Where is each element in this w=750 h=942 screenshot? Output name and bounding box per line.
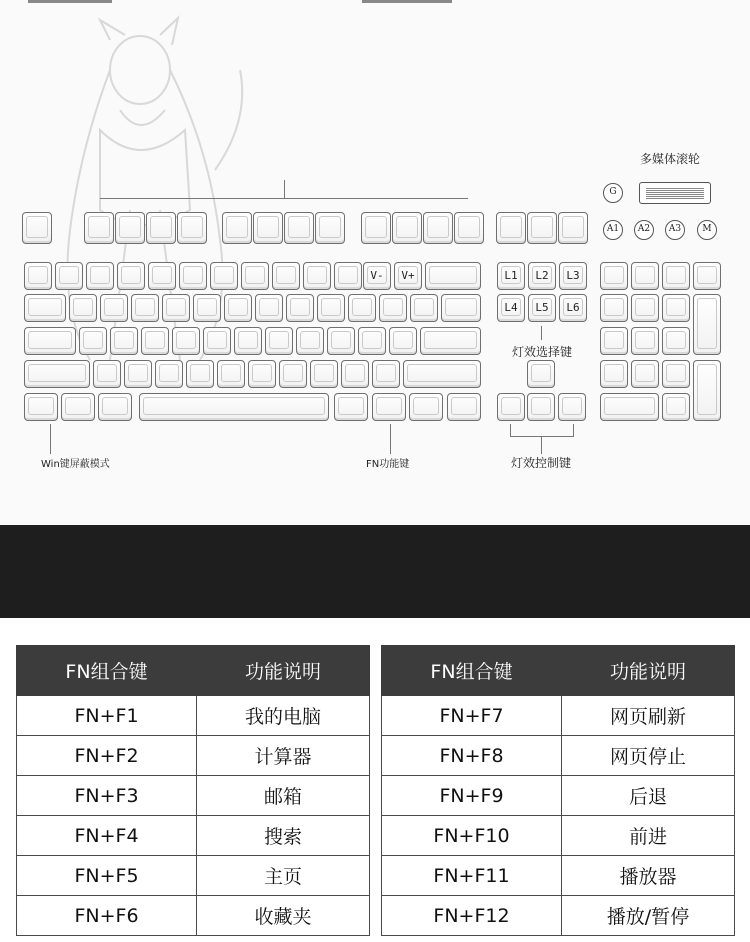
key-f5[interactable] bbox=[222, 212, 252, 244]
key-l5[interactable] bbox=[528, 294, 556, 322]
top-edge-line bbox=[362, 0, 452, 3]
fn-combo-cell: FN+F9 bbox=[382, 776, 562, 816]
dark-banner bbox=[0, 525, 750, 618]
table-row bbox=[17, 776, 370, 816]
keyboard-key[interactable] bbox=[286, 294, 314, 322]
keyboard-key[interactable] bbox=[631, 262, 659, 290]
table-row bbox=[382, 736, 735, 776]
label-light-control: 灯效控制键 bbox=[511, 456, 572, 470]
table-row bbox=[382, 816, 735, 856]
key-esc[interactable] bbox=[22, 212, 52, 244]
key-label: V+ bbox=[401, 269, 415, 282]
connector-line bbox=[541, 436, 542, 454]
keyboard-key[interactable] bbox=[93, 360, 121, 388]
fn-combo-cell: FN+F12 bbox=[382, 896, 562, 936]
table-row bbox=[17, 896, 370, 936]
fn-combo-cell: FN+F2 bbox=[17, 736, 197, 776]
key-f9[interactable] bbox=[361, 212, 391, 244]
connector-line bbox=[50, 424, 51, 454]
table-row bbox=[382, 896, 735, 936]
media-scroll-wheel[interactable] bbox=[639, 182, 711, 204]
keyboard-key[interactable] bbox=[410, 294, 438, 322]
keyboard-key[interactable] bbox=[662, 360, 690, 388]
keyboard-key[interactable] bbox=[600, 294, 628, 322]
key-arrow-right[interactable] bbox=[558, 393, 586, 421]
keyboard-key[interactable] bbox=[662, 393, 690, 421]
keyboard-key[interactable] bbox=[55, 262, 83, 290]
keyboard-key[interactable] bbox=[600, 262, 628, 290]
keyboard-key[interactable] bbox=[600, 360, 628, 388]
header-fn-combo: FN组合键 bbox=[17, 646, 197, 696]
keyboard-key[interactable] bbox=[248, 360, 276, 388]
keyboard-key[interactable] bbox=[303, 262, 331, 290]
keyboard-key[interactable] bbox=[403, 360, 481, 388]
keyboard-key[interactable] bbox=[24, 294, 66, 322]
connector-line bbox=[284, 180, 285, 198]
keyboard-key[interactable] bbox=[86, 262, 114, 290]
keyboard-key[interactable] bbox=[420, 327, 481, 355]
keyboard-key[interactable] bbox=[631, 327, 659, 355]
keyboard-key[interactable] bbox=[79, 327, 107, 355]
key-print[interactable] bbox=[496, 212, 526, 244]
keyboard-key[interactable] bbox=[224, 294, 252, 322]
fn-combo-cell: FN+F3 bbox=[17, 776, 197, 816]
m-button[interactable]: M bbox=[697, 220, 717, 240]
header-function: 功能说明 bbox=[562, 646, 735, 696]
key-f8[interactable] bbox=[315, 212, 345, 244]
key-f4[interactable] bbox=[177, 212, 207, 244]
keyboard-key[interactable] bbox=[148, 262, 176, 290]
key-pause[interactable] bbox=[558, 212, 588, 244]
keyboard-key[interactable] bbox=[139, 393, 329, 421]
keyboard-key[interactable] bbox=[334, 393, 368, 421]
keyboard-key[interactable] bbox=[24, 360, 90, 388]
keyboard-key[interactable] bbox=[317, 294, 345, 322]
a2-button[interactable]: A2 bbox=[634, 220, 654, 240]
key-label: L6 bbox=[566, 301, 580, 314]
key-l2[interactable] bbox=[528, 262, 556, 290]
key-label: L4 bbox=[504, 301, 518, 314]
keyboard-key[interactable] bbox=[296, 327, 324, 355]
label-light-select: 灯效选择键 bbox=[512, 345, 573, 359]
keyboard-key[interactable] bbox=[193, 294, 221, 322]
keyboard-key[interactable] bbox=[372, 393, 406, 421]
keyboard-key[interactable] bbox=[389, 327, 417, 355]
key-arrow-down[interactable] bbox=[527, 393, 555, 421]
keyboard-key[interactable] bbox=[600, 393, 659, 421]
keyboard-key[interactable] bbox=[348, 294, 376, 322]
fn-table-right bbox=[381, 645, 735, 936]
keyboard-key[interactable] bbox=[24, 262, 52, 290]
keyboard-key[interactable] bbox=[24, 327, 76, 355]
key-label: L3 bbox=[566, 269, 580, 282]
connector-line bbox=[100, 198, 468, 199]
keyboard-key[interactable] bbox=[341, 360, 369, 388]
keyboard-key[interactable] bbox=[179, 262, 207, 290]
key-f2[interactable] bbox=[115, 212, 145, 244]
fn-combo-cell: FN+F11 bbox=[382, 856, 562, 896]
key-label: L1 bbox=[504, 269, 518, 282]
a1-button[interactable]: A1 bbox=[603, 220, 623, 240]
fn-combo-cell: FN+F6 bbox=[17, 896, 197, 936]
keyboard-key[interactable] bbox=[693, 262, 721, 290]
key-f7[interactable] bbox=[284, 212, 314, 244]
a3-button[interactable]: A3 bbox=[665, 220, 685, 240]
keyboard-key[interactable] bbox=[100, 294, 128, 322]
key-f11[interactable] bbox=[423, 212, 453, 244]
keyboard-key[interactable] bbox=[358, 327, 386, 355]
key-arrow-up[interactable] bbox=[527, 360, 555, 388]
table-row bbox=[382, 856, 735, 896]
fn-combo-cell: FN+F4 bbox=[17, 816, 197, 856]
keyboard-key[interactable] bbox=[372, 360, 400, 388]
function-cell: 搜索 bbox=[197, 816, 370, 856]
keyboard-key[interactable] bbox=[61, 393, 95, 421]
keyboard-key[interactable] bbox=[155, 360, 183, 388]
keyboard-key[interactable] bbox=[117, 262, 145, 290]
fn-combo-cell: FN+F8 bbox=[382, 736, 562, 776]
key-f12[interactable] bbox=[454, 212, 484, 244]
key-volume-down[interactable] bbox=[363, 262, 391, 290]
function-cell: 收藏夹 bbox=[197, 896, 370, 936]
key-f10[interactable] bbox=[392, 212, 422, 244]
keyboard-key[interactable] bbox=[210, 262, 238, 290]
key-l3[interactable] bbox=[559, 262, 587, 290]
keyboard-key[interactable] bbox=[662, 262, 690, 290]
keyboard-key[interactable] bbox=[441, 294, 481, 322]
keyboard-key[interactable] bbox=[631, 294, 659, 322]
function-cell: 后退 bbox=[562, 776, 735, 816]
key-arrow-left[interactable] bbox=[497, 393, 525, 421]
keyboard-key[interactable] bbox=[447, 393, 481, 421]
key-label: V- bbox=[370, 269, 384, 282]
keyboard-key[interactable] bbox=[693, 294, 721, 355]
key-label: L5 bbox=[535, 301, 549, 314]
keyboard-key[interactable] bbox=[327, 327, 355, 355]
label-win-lock: Win键屏蔽模式 bbox=[41, 459, 110, 470]
connector-bracket bbox=[510, 424, 574, 437]
keyboard-key[interactable] bbox=[310, 360, 338, 388]
function-cell: 网页刷新 bbox=[562, 696, 735, 736]
function-cell: 主页 bbox=[197, 856, 370, 896]
keyboard-key[interactable] bbox=[203, 327, 231, 355]
label-media-wheel: 多媒体滚轮 bbox=[640, 152, 701, 166]
keyboard-key[interactable] bbox=[186, 360, 214, 388]
keyboard-key[interactable] bbox=[141, 327, 169, 355]
key-f3[interactable] bbox=[146, 212, 176, 244]
keyboard-key[interactable] bbox=[234, 327, 262, 355]
keyboard-key[interactable] bbox=[379, 294, 407, 322]
fn-combo-cell: FN+F1 bbox=[17, 696, 197, 736]
fn-combo-cell: FN+F10 bbox=[382, 816, 562, 856]
table-row bbox=[17, 736, 370, 776]
g-button[interactable]: G bbox=[603, 183, 623, 203]
top-edge-line bbox=[28, 0, 112, 3]
keyboard-key[interactable] bbox=[662, 327, 690, 355]
function-cell: 我的电脑 bbox=[197, 696, 370, 736]
keyboard-key[interactable] bbox=[131, 294, 159, 322]
key-label: L2 bbox=[535, 269, 549, 282]
keyboard-key[interactable] bbox=[172, 327, 200, 355]
key-f1[interactable] bbox=[84, 212, 114, 244]
keyboard-key[interactable] bbox=[600, 327, 628, 355]
keyboard-key[interactable] bbox=[255, 294, 283, 322]
keyboard-key[interactable] bbox=[662, 294, 690, 322]
keyboard-key[interactable] bbox=[24, 393, 58, 421]
keyboard-key[interactable] bbox=[693, 360, 721, 421]
connector-line bbox=[390, 424, 391, 454]
header-function: 功能说明 bbox=[197, 646, 370, 696]
keyboard-key[interactable] bbox=[279, 360, 307, 388]
keyboard-key[interactable] bbox=[425, 262, 481, 290]
table-row bbox=[17, 816, 370, 856]
function-cell: 播放/暂停 bbox=[562, 896, 735, 936]
keyboard-key[interactable] bbox=[241, 262, 269, 290]
key-l4[interactable] bbox=[497, 294, 525, 322]
keyboard-key[interactable] bbox=[217, 360, 245, 388]
table-row bbox=[17, 696, 370, 736]
fn-table-left bbox=[16, 645, 370, 936]
keyboard-key[interactable] bbox=[162, 294, 190, 322]
keyboard-key[interactable] bbox=[265, 327, 293, 355]
table-row bbox=[382, 776, 735, 816]
key-volume-up[interactable] bbox=[394, 262, 422, 290]
keyboard-key[interactable] bbox=[631, 360, 659, 388]
keyboard-key[interactable] bbox=[124, 360, 152, 388]
function-cell: 前进 bbox=[562, 816, 735, 856]
key-f6[interactable] bbox=[253, 212, 283, 244]
fn-combo-cell: FN+F7 bbox=[382, 696, 562, 736]
connector-line bbox=[541, 326, 542, 340]
function-cell: 播放器 bbox=[562, 856, 735, 896]
table-row bbox=[382, 696, 735, 736]
fn-combo-cell: FN+F5 bbox=[17, 856, 197, 896]
function-cell: 网页停止 bbox=[562, 736, 735, 776]
key-l1[interactable] bbox=[497, 262, 525, 290]
keyboard-key[interactable] bbox=[69, 294, 97, 322]
label-fn-key: FN功能键 bbox=[366, 459, 410, 470]
function-cell: 计算器 bbox=[197, 736, 370, 776]
key-l6[interactable] bbox=[559, 294, 587, 322]
table-row bbox=[17, 856, 370, 896]
key-scroll[interactable] bbox=[527, 212, 557, 244]
header-fn-combo: FN组合键 bbox=[382, 646, 562, 696]
function-cell: 邮箱 bbox=[197, 776, 370, 816]
keyboard-key[interactable] bbox=[272, 262, 300, 290]
keyboard-key[interactable] bbox=[98, 393, 132, 421]
keyboard-key[interactable] bbox=[409, 393, 443, 421]
keyboard-key[interactable] bbox=[334, 262, 362, 290]
keyboard-key[interactable] bbox=[110, 327, 138, 355]
